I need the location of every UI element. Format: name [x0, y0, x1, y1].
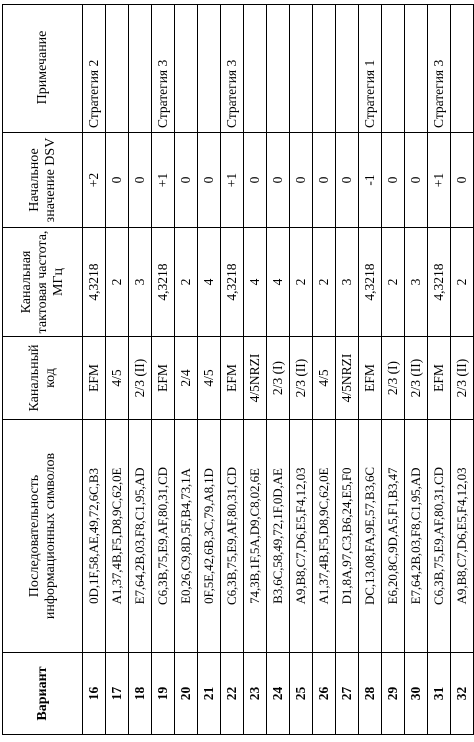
table-row — [428, 5, 451, 735]
clock-frequency-cell: 2 — [313, 228, 336, 337]
channel-code-cell: 4/5 — [106, 337, 129, 420]
sequence-cell: C6,3B,75,E9,AF,80,31,CD — [152, 420, 175, 653]
note-cell: Стратегия 3 — [428, 5, 451, 133]
note-cell: Стратегия 1 — [359, 5, 382, 133]
channel-code-cell: 2/3 (I) — [382, 337, 405, 420]
clock-frequency-cell: 4 — [267, 228, 290, 337]
note-cell — [175, 5, 198, 133]
sequence-cell: 74,3B,1F,5A,D9,C8,02,6E — [244, 420, 267, 653]
channel-code-cell: 4/5NRZI — [244, 337, 267, 420]
sequence-cell: A9,B8,C7,D6,E5,F4,12,03 — [290, 420, 313, 653]
variant-cell: 22 — [221, 653, 244, 735]
clock-frequency-cell: 2 — [290, 228, 313, 337]
header-note: Примечание — [3, 5, 83, 133]
table-row — [198, 5, 221, 735]
variant-cell: 26 — [313, 653, 336, 735]
table-row — [152, 5, 175, 735]
variant-cell: 24 — [267, 653, 290, 735]
header-row — [3, 5, 83, 735]
initial-dsv-cell: 0 — [336, 133, 359, 228]
note-cell: Стратегия 3 — [152, 5, 175, 133]
header-channel-code: Канальный код — [3, 337, 83, 420]
variant-cell: 17 — [106, 653, 129, 735]
channel-code-cell: 4/5NRZI — [336, 337, 359, 420]
variant-cell: 21 — [198, 653, 221, 735]
sequence-cell: C6,3B,75,E9,AF,80,31,CD — [428, 420, 451, 653]
note-cell — [336, 5, 359, 133]
initial-dsv-cell: +1 — [152, 133, 175, 228]
sequence-cell: E7,64,2B,03,F8,C1,95,AD — [405, 420, 428, 653]
channel-code-cell: EFM — [221, 337, 244, 420]
variant-cell: 30 — [405, 653, 428, 735]
clock-frequency-cell: 2 — [451, 228, 474, 337]
table-row — [290, 5, 313, 735]
note-cell — [198, 5, 221, 133]
sequence-cell: B3,6C,58,49,72,1F,0D,AE — [267, 420, 290, 653]
sequence-cell: A1,37,4B,F5,D8,9C,62,0E — [106, 420, 129, 653]
initial-dsv-cell: 0 — [198, 133, 221, 228]
initial-dsv-cell: 0 — [290, 133, 313, 228]
channel-code-cell: 4/5 — [198, 337, 221, 420]
channel-code-cell: 2/4 — [175, 337, 198, 420]
note-cell — [382, 5, 405, 133]
table-row — [106, 5, 129, 735]
sequence-cell: D1,8A,97,C3,B6,24,E5,F0 — [336, 420, 359, 653]
table-row — [451, 5, 474, 735]
channel-code-cell: EFM — [428, 337, 451, 420]
initial-dsv-cell: 0 — [129, 133, 152, 228]
variant-cell: 31 — [428, 653, 451, 735]
channel-code-cell: 2/3 (II) — [290, 337, 313, 420]
variant-cell: 27 — [336, 653, 359, 735]
sequence-cell: E0,26,C9,8D,5F,B4,73,1A — [175, 420, 198, 653]
clock-frequency-cell: 4,3218 — [359, 228, 382, 337]
table-row — [382, 5, 405, 735]
table-row — [405, 5, 428, 735]
sequence-cell: A1,37,4B,F5,D8,9C,62,0E — [313, 420, 336, 653]
clock-frequency-cell: 3 — [129, 228, 152, 337]
note-cell: Стратегия 2 — [83, 5, 106, 133]
table-row — [313, 5, 336, 735]
initial-dsv-cell: 0 — [106, 133, 129, 228]
clock-frequency-cell: 3 — [336, 228, 359, 337]
channel-code-cell: 2/3 (II) — [129, 337, 152, 420]
note-cell — [451, 5, 474, 133]
variant-cell: 20 — [175, 653, 198, 735]
channel-code-cell: 2/3 (I) — [267, 337, 290, 420]
initial-dsv-cell: 0 — [313, 133, 336, 228]
channel-code-cell: 4/5 — [313, 337, 336, 420]
variant-cell: 18 — [129, 653, 152, 735]
sequence-cell: DC,13,08,FA,9E,57,B3,6C — [359, 420, 382, 653]
channel-code-cell: 2/3 (II) — [405, 337, 428, 420]
initial-dsv-cell: 0 — [267, 133, 290, 228]
note-cell — [313, 5, 336, 133]
note-cell — [290, 5, 313, 133]
note-cell — [129, 5, 152, 133]
initial-dsv-cell: 0 — [405, 133, 428, 228]
clock-frequency-cell: 4,3218 — [428, 228, 451, 337]
sequence-cell: E7,64,2B,03,F8,C1,95,AD — [129, 420, 152, 653]
header-clock-frequency: Канальная тактовая частота, МГц — [3, 228, 83, 337]
header-initial-dsv: Начальное значение DSV — [3, 133, 83, 228]
sequence-cell: 0F,5E,42,6B,3C,79,A8,1D — [198, 420, 221, 653]
sequence-cell: A9,B8,C7,D6,E5,F4,12,03 — [451, 420, 474, 653]
initial-dsv-cell: 0 — [175, 133, 198, 228]
clock-frequency-cell: 2 — [382, 228, 405, 337]
variant-cell: 19 — [152, 653, 175, 735]
header-variant: Вариант — [3, 653, 83, 735]
variant-cell: 32 — [451, 653, 474, 735]
table-row — [129, 5, 152, 735]
note-cell — [267, 5, 290, 133]
table-row — [244, 5, 267, 735]
note-cell — [106, 5, 129, 133]
initial-dsv-cell: -1 — [359, 133, 382, 228]
table-row — [175, 5, 198, 735]
channel-code-cell: EFM — [83, 337, 106, 420]
table-row — [267, 5, 290, 735]
initial-dsv-cell: +1 — [221, 133, 244, 228]
channel-code-cell: 2/3 (II) — [451, 337, 474, 420]
clock-frequency-cell: 4 — [244, 228, 267, 337]
variant-cell: 25 — [290, 653, 313, 735]
initial-dsv-cell: +2 — [83, 133, 106, 228]
clock-frequency-cell: 3 — [405, 228, 428, 337]
initial-dsv-cell: 0 — [451, 133, 474, 228]
clock-frequency-cell: 4,3218 — [152, 228, 175, 337]
initial-dsv-cell: 0 — [382, 133, 405, 228]
variants-table — [2, 4, 474, 735]
initial-dsv-cell: 0 — [244, 133, 267, 228]
variant-cell: 29 — [382, 653, 405, 735]
table-row — [221, 5, 244, 735]
clock-frequency-cell: 4,3218 — [83, 228, 106, 337]
table-row — [359, 5, 382, 735]
initial-dsv-cell: +1 — [428, 133, 451, 228]
clock-frequency-cell: 2 — [175, 228, 198, 337]
table-row — [336, 5, 359, 735]
note-cell: Стратегия 3 — [221, 5, 244, 133]
channel-code-cell: EFM — [152, 337, 175, 420]
channel-code-cell: EFM — [359, 337, 382, 420]
table-row — [83, 5, 106, 735]
note-cell — [244, 5, 267, 133]
clock-frequency-cell: 2 — [106, 228, 129, 337]
header-sequence: Последовательность информационных символов — [3, 420, 83, 653]
variant-cell: 23 — [244, 653, 267, 735]
variant-cell: 16 — [83, 653, 106, 735]
sequence-cell: C6,3B,75,E9,AF,80,31,CD — [221, 420, 244, 653]
clock-frequency-cell: 4,3218 — [221, 228, 244, 337]
sequence-cell: 0D,1F,58,AE,49,72,6C,B3 — [83, 420, 106, 653]
variant-cell: 28 — [359, 653, 382, 735]
sequence-cell: E6,20,8C,9D,A5,F1,B3,47 — [382, 420, 405, 653]
clock-frequency-cell: 4 — [198, 228, 221, 337]
note-cell — [405, 5, 428, 133]
